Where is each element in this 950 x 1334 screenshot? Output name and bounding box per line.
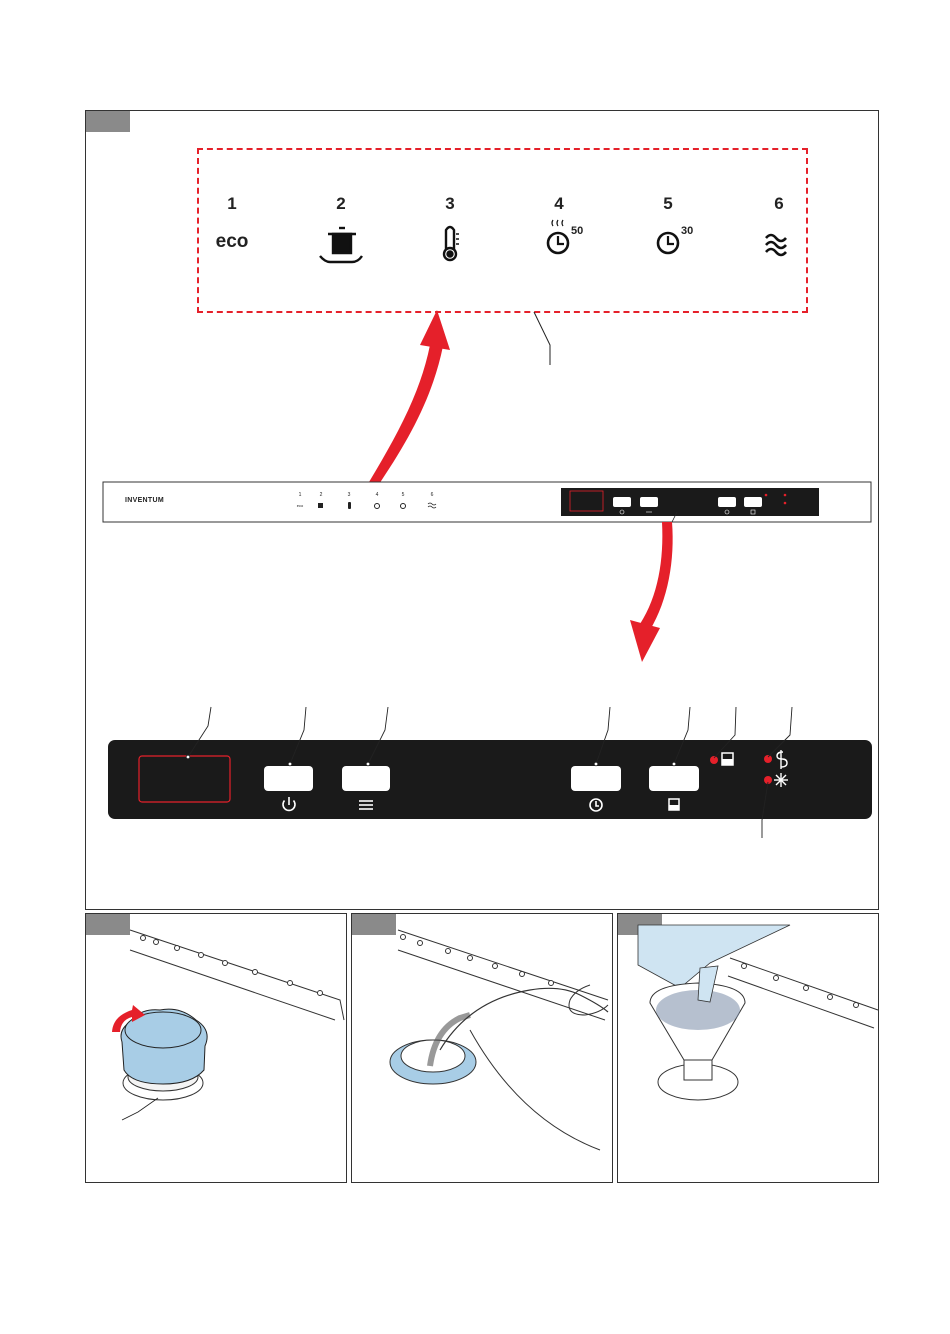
- program-4-temp-suffix: 50: [571, 225, 584, 237]
- mini-program-number-3: 3: [347, 492, 351, 498]
- mini-program-number-6: 6: [430, 492, 434, 498]
- program-number-2: 2: [336, 194, 346, 213]
- mini-eco-label: eco: [296, 503, 304, 508]
- spray-arm-3: [728, 958, 878, 1028]
- mini-program-number-2: 2: [319, 492, 323, 498]
- mini-program-number-4: 4: [375, 492, 379, 498]
- program-number-6: 6: [774, 194, 784, 213]
- program-number-5: 5: [663, 194, 673, 213]
- mini-program-number-5: 5: [401, 492, 405, 498]
- mini-program-number-1: 1: [298, 492, 302, 498]
- eco-label: eco: [215, 231, 249, 252]
- program-number-4: 4: [554, 194, 564, 213]
- program-number-3: 3: [445, 194, 455, 213]
- program-number-1: 1: [227, 194, 237, 213]
- brand-logo: INVENTUM: [125, 497, 164, 504]
- program-5-temp-suffix: 30: [681, 225, 694, 237]
- funnel-neck: [684, 1060, 712, 1080]
